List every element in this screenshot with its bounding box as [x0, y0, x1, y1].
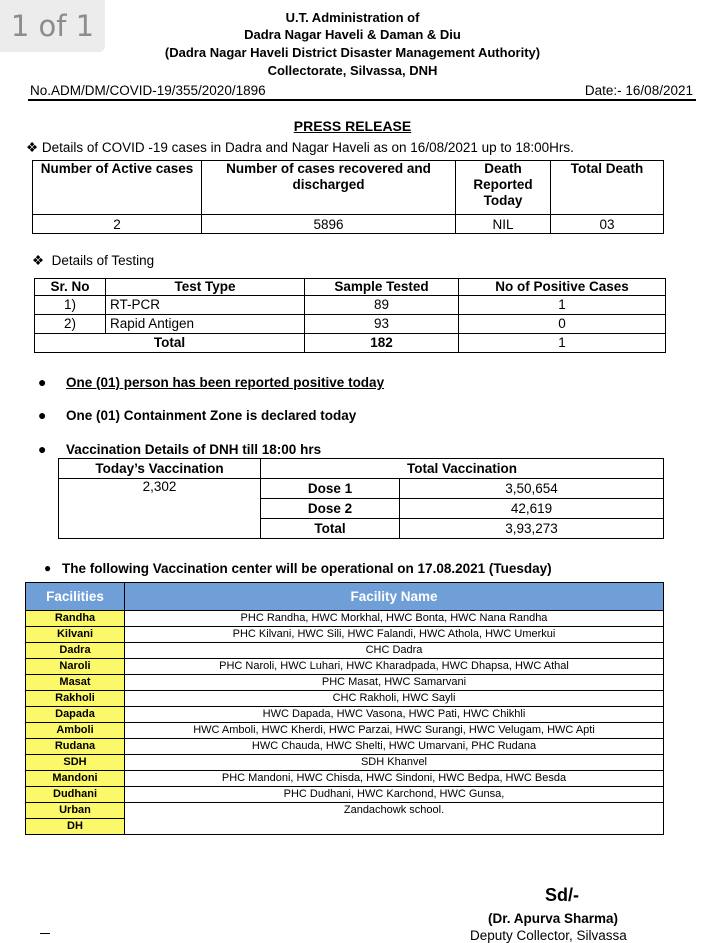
total-samples: 182 [305, 334, 459, 353]
table-row [26, 659, 664, 675]
facility-cell: Randha [26, 611, 125, 627]
facility-cell: Rakholi [26, 691, 125, 707]
recovered-value: 5896 [202, 215, 456, 234]
testing-intro-text: Details of Testing [51, 253, 155, 268]
covid-cases-table [32, 160, 664, 234]
active-cases-value: 2 [33, 215, 202, 234]
facility-name-cell: Zandachowk school. [125, 803, 664, 835]
header-line-4: Collectorate, Silvassa, DNH [267, 63, 438, 78]
table-row [35, 315, 666, 334]
header-recovered: Number of cases recovered and discharged [202, 161, 456, 215]
table-total-row [35, 334, 666, 353]
header-sample-tested: Sample Tested [305, 279, 459, 296]
facility-cell: Kilvani [26, 627, 125, 643]
sample-cell: 89 [305, 296, 459, 315]
death-today-value: NIL [456, 215, 551, 234]
facility-name-cell: SDH Khanvel [125, 755, 664, 771]
positive-cell: 1 [459, 296, 666, 315]
page-counter-badge: 1 of 1 [0, 0, 105, 52]
header-line-2: Dadra Nagar Haveli & Daman & Diu [244, 27, 461, 42]
containment-statement: One (01) Containment Zone is declared today [66, 408, 357, 423]
today-vaccination-header: Today’s Vaccination [59, 459, 261, 479]
table-row [26, 611, 664, 627]
table-row [26, 627, 664, 643]
facility-name-cell: PHC Masat, HWC Samarvani [125, 675, 664, 691]
header-facility-name: Facility Name [125, 583, 664, 611]
facility-name-cell: PHC Naroli, HWC Luhari, HWC Kharadpada, HWC Dhapsa, HWC Athal [125, 659, 664, 675]
table-row [26, 707, 664, 723]
facility-cell: Dadra [26, 643, 125, 659]
header-line-3: (Dadra Nagar Haveli District Disaster Management Authority) [164, 45, 541, 60]
bullet-dot-icon: ● [44, 561, 52, 575]
header-line-1: U.T. Administration of [285, 10, 420, 25]
positive-cell: 0 [459, 315, 666, 334]
document-date: Date:- 16/08/2021 [584, 83, 693, 98]
covid-intro [26, 140, 574, 156]
vaccination-table [58, 458, 664, 539]
facility-cell: Naroli [26, 659, 125, 675]
dose2-label: Dose 2 [261, 499, 400, 519]
header-rule [28, 99, 696, 101]
facility-cell: Dapada [26, 707, 125, 723]
bullet-dot-icon: ● [38, 407, 47, 423]
test-type-cell: RT-PCR [106, 296, 305, 315]
table-row [26, 755, 664, 771]
vaccination-total-label: Total [261, 519, 400, 539]
facility-cell: Dudhani [26, 787, 125, 803]
facility-name-cell: PHC Kilvani, HWC Sili, HWC Falandi, HWC Athola, HWC Umerkui [125, 627, 664, 643]
header-active-cases: Number of Active cases [33, 161, 202, 215]
table-row [26, 643, 664, 659]
table-row [26, 675, 664, 691]
table-row [26, 787, 664, 803]
facility-name-cell: CHC Rakholi, HWC Sayli [125, 691, 664, 707]
vaccination-centers-table [25, 582, 664, 835]
bullet-dot-icon: ● [38, 374, 47, 390]
header-positive-cases: No of Positive Cases [459, 279, 666, 296]
testing-table [34, 278, 666, 353]
facility-cell: Masat [26, 675, 125, 691]
header-test-type: Test Type [106, 279, 305, 296]
facility-name-cell: PHC Dudhani, HWC Karchond, HWC Gunsa, [125, 787, 664, 803]
total-death-value: 03 [551, 215, 664, 234]
testing-intro [32, 253, 154, 269]
covid-intro-text: Details of COVID -19 cases in Dadra and Nagar Haveli as on 16/08/2021 up to 18:00Hrs. [41, 140, 574, 155]
header-facilities: Facilities [26, 583, 125, 611]
sample-cell: 93 [305, 315, 459, 334]
reference-number: No.ADM/DM/COVID-19/355/2020/1896 [30, 83, 266, 98]
signatory-name: (Dr. Apurva Sharma) [488, 911, 619, 926]
total-positive: 1 [459, 334, 666, 353]
facility-name-cell: HWC Dapada, HWC Vasona, HWC Pati, HWC Chikhli [125, 707, 664, 723]
positive-statement: One (01) person has been reported positive today [66, 375, 385, 390]
dose2-value: 42,619 [400, 499, 664, 519]
centers-heading: The following Vaccination center will be operational on 17.08.2021 (Tuesday) [62, 561, 552, 576]
facility-name-cell: HWC Amboli, HWC Kherdi, HWC Parzai, HWC Surangi, HWC Velugam, HWC Apti [125, 723, 664, 739]
signature-mark: Sd/- [545, 885, 579, 905]
table-row [26, 739, 664, 755]
today-vaccination-value: 2,302 [59, 479, 261, 539]
total-label: Total [35, 334, 305, 353]
facility-cell: SDH [26, 755, 125, 771]
dose1-label: Dose 1 [261, 479, 400, 499]
table-row [26, 803, 664, 819]
diamond-bullet-icon: ❖ [32, 253, 45, 268]
facility-cell: Mandoni [26, 771, 125, 787]
header-total-death: Total Death [551, 161, 664, 215]
facility-name-cell: CHC Dadra [125, 643, 664, 659]
vaccination-heading: Vaccination Details of DNH till 18:00 hrs [66, 442, 322, 457]
diamond-bullet-icon: ❖ [26, 140, 39, 155]
table-row [26, 771, 664, 787]
press-release-title: PRESS RELEASE [293, 118, 412, 134]
facility-name-cell: PHC Randha, HWC Morkhal, HWC Bonta, HWC Nana Randha [125, 611, 664, 627]
sr-no-cell: 2) [35, 315, 106, 334]
total-vaccination-header: Total Vaccination [261, 459, 664, 479]
facility-cell: Amboli [26, 723, 125, 739]
test-type-cell: Rapid Antigen [106, 315, 305, 334]
signatory-designation: Deputy Collector, Silvassa [470, 928, 627, 943]
facility-name-cell: PHC Mandoni, HWC Chisda, HWC Sindoni, HWC Bedpa, HWC Besda [125, 771, 664, 787]
facility-cell: Urban [26, 803, 125, 819]
facility-cell: DH [26, 819, 125, 835]
header-death-today: Death Reported Today [456, 161, 551, 215]
facility-cell: Rudana [26, 739, 125, 755]
dose1-value: 3,50,654 [400, 479, 664, 499]
table-row [26, 723, 664, 739]
vaccination-total-value: 3,93,273 [400, 519, 664, 539]
facility-name-cell: HWC Chauda, HWC Shelti, HWC Umarvani, PHC Rudana [125, 739, 664, 755]
table-row [35, 296, 666, 315]
sr-no-cell: 1) [35, 296, 106, 315]
bullet-dot-icon: ● [38, 441, 47, 457]
table-row [26, 691, 664, 707]
footer-dash [40, 933, 50, 934]
header-sr-no: Sr. No [35, 279, 106, 296]
